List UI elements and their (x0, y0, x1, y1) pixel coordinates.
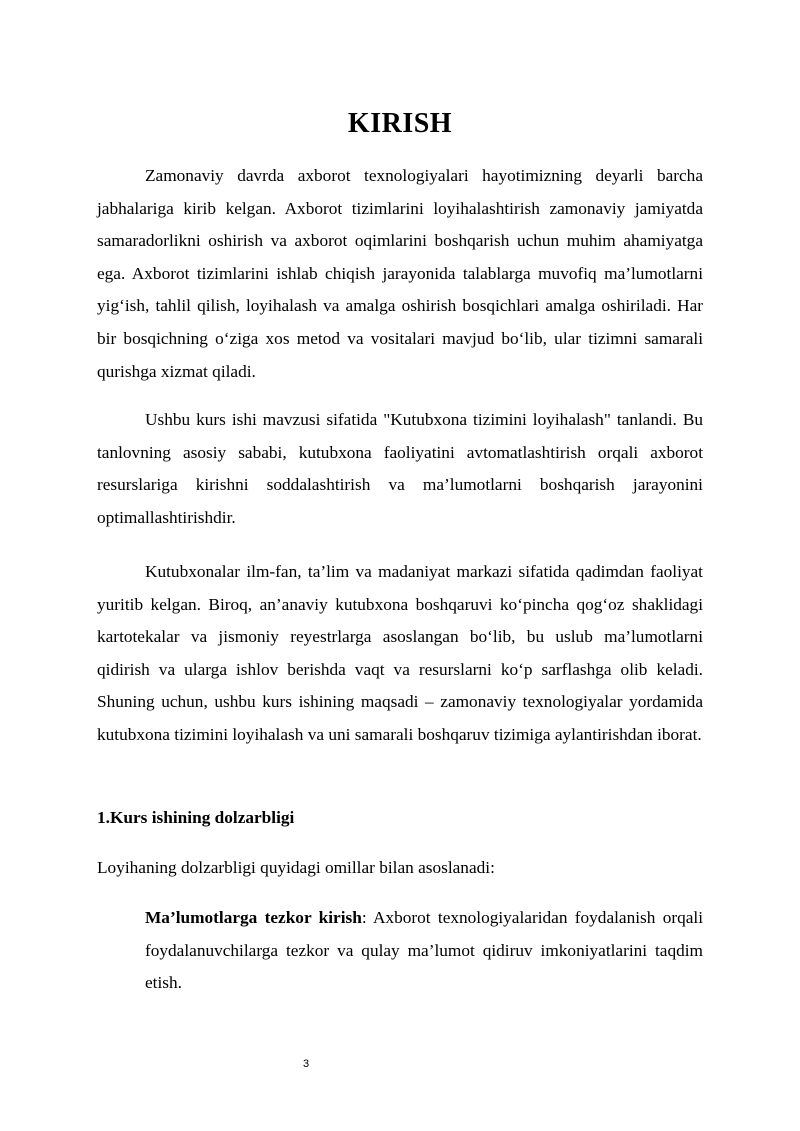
paragraph-1: Zamonaviy davrda axborot texnologiyalari hayotimizning deyarli barcha jabhalariga kirib kelgan. Axborot tizimlarini loyihalashtirish zamonaviy jamiyatda samaradorlikni oshirish va axborot oqimlarini boshqarish uchun muhim ahamiyatga ega. Axborot tizimlarini ishlab chiqish jarayonida talablarga muvofiq ma’lumotlarni yig‘ish, tahlil qilish, loyihalash va amalga oshirish bosqichlari amalga oshiriladi. Har bir bosqichning o‘ziga xos metod va vositalari mavjud bo‘lib, ular tizimni samarali qurishga xizmat qiladi. (97, 166, 703, 381)
section-heading: 1.Kurs ishining dolzarbligi (97, 808, 295, 827)
list-item (145, 902, 703, 1000)
list-item-term: Ma’lumotlarga tezkor kirish (145, 908, 362, 927)
page-title: KIRISH (347, 108, 453, 139)
list-item-text: : Axborot texnologiyalaridan foydalanish orqali foydalanuvchilarga tezkor va qulay ma’lumot qidiruv imkoniyatlarini taqdim etish. (145, 908, 704, 993)
paragraph-2: Ushbu kurs ishi mavzusi sifatida "Kutubxona tizimini loyihalash" tanlandi. Bu tanlovning asosiy sababi, kutubxona faoliyatini avtomatlashtirish orqali axborot resurslariga kirishni soddalashtirish va ma’lumotlarni boshqarish jarayonini optimallashtirishdir. (97, 410, 703, 527)
paragraph-3: Kutubxonalar ilm-fan, ta’lim va madaniyat markazi sifatida qadimdan faoliyat yuritib kelgan. Biroq, an’anaviy kutubxona boshqaruvi ko‘pincha qog‘oz shaklidagi kartotekalar va jismoniy reyestrlarga asoslangan bo‘lib, bu uslub ma’lumotlarni qidirish va ularga ishlov berishda vaqt va resurslarni ko‘p sarflashga olib keladi. Shuning uchun, ushbu kurs ishining maqsadi – zamonaviy texnologiyalar yordamida kutubxona tizimini loyihalash va uni samarali boshqaruv tizimiga aylantirishdan iborat. (97, 562, 703, 744)
page-number: 3 (302, 1058, 310, 1070)
section-intro: Loyihaning dolzarbligi quyidagi omillar bilan asoslanadi: (97, 858, 495, 877)
